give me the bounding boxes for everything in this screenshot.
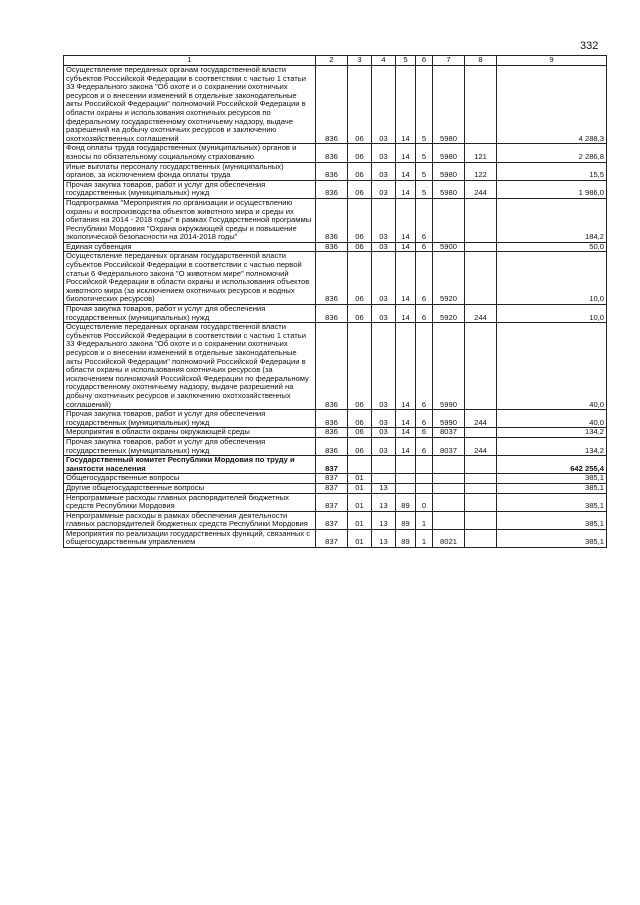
amount-cell: 10,0 [497, 305, 607, 323]
subsection-code-cell: 03 [372, 180, 396, 198]
page-number: 332 [580, 40, 599, 52]
row-name-cell: Прочая закупка товаров, работ и услуг для обеспечения государственных (муниципальных) нужд [64, 437, 316, 455]
subprogram-code-cell: 6 [416, 242, 433, 252]
amount-cell: 40,0 [497, 323, 607, 410]
expense-type-cell [465, 428, 497, 438]
program-code-cell: 14 [396, 305, 416, 323]
row-name-cell: Прочая закупка товаров, работ и услуг для обеспечения государственных (муниципальных) нужд [64, 410, 316, 428]
table-row [64, 180, 607, 198]
program-code-cell: 14 [396, 242, 416, 252]
table-row [64, 410, 607, 428]
subsection-code-cell: 13 [372, 483, 396, 493]
table-row [64, 198, 607, 242]
table-row [64, 144, 607, 162]
amount-cell: 385,1 [497, 493, 607, 511]
table-body [64, 66, 607, 548]
row-name-cell: Прочая закупка товаров, работ и услуг для обеспечения государственных (муниципальных) нужд [64, 180, 316, 198]
table-row [64, 483, 607, 493]
ministry-code-cell: 837 [316, 474, 348, 484]
target-code-cell: 5980 [433, 162, 465, 180]
header-cell: 7 [433, 56, 465, 66]
program-code-cell: 14 [396, 323, 416, 410]
target-code-cell [433, 493, 465, 511]
target-code-cell: 5990 [433, 410, 465, 428]
row-name-cell: Прочая закупка товаров, работ и услуг для обеспечения государственных (муниципальных) нужд [64, 305, 316, 323]
subsection-code-cell: 03 [372, 437, 396, 455]
subsection-code-cell: 03 [372, 144, 396, 162]
amount-cell: 385,1 [497, 483, 607, 493]
ministry-code-cell: 836 [316, 242, 348, 252]
program-code-cell [396, 483, 416, 493]
subsection-code-cell: 03 [372, 410, 396, 428]
ministry-code-cell: 836 [316, 66, 348, 144]
target-code-cell: 8037 [433, 428, 465, 438]
subsection-code-cell: 03 [372, 162, 396, 180]
target-code-cell: 5920 [433, 252, 465, 305]
program-code-cell: 14 [396, 66, 416, 144]
subsection-code-cell [372, 456, 396, 474]
row-name-cell: Осуществление переданных органам государственной власти субъектов Российской Федерации в соответствии с частью 1 статьи 33 Федерального закона "Об охоте и о сохранении охотничьих ресурсов и о внесении изменений в отдельные законодательные акты Российской Федерации" полномочий Российской Федерации в области охраны и использования охотничьих ресурсов (за исключением полномочий Российской Федерации по федеральному государственному охотничьему надзору, выдаче разрешений на добычу охотничьих ресурсов и заключению охотхозяйственных соглашений) [64, 323, 316, 410]
section-code-cell: 06 [348, 66, 372, 144]
subsection-code-cell: 13 [372, 511, 396, 529]
row-name-cell: Общегосударственные вопросы [64, 474, 316, 484]
row-name-cell: Другие общегосударственные вопросы [64, 483, 316, 493]
amount-cell: 385,1 [497, 529, 607, 547]
table-row [64, 252, 607, 305]
target-code-cell: 5980 [433, 66, 465, 144]
subprogram-code-cell: 5 [416, 144, 433, 162]
amount-cell: 385,1 [497, 511, 607, 529]
amount-cell: 134,2 [497, 437, 607, 455]
section-code-cell: 06 [348, 162, 372, 180]
header-cell: 3 [348, 56, 372, 66]
program-code-cell: 14 [396, 437, 416, 455]
row-name-cell: Государственный комитет Республики Мордовия по труду и занятости населения [64, 456, 316, 474]
expense-type-cell [465, 483, 497, 493]
section-code-cell: 01 [348, 483, 372, 493]
header-cell: 6 [416, 56, 433, 66]
row-name-cell: Мероприятия по реализации государственных функций, связанных с общегосударственным управлением [64, 529, 316, 547]
section-code-cell: 06 [348, 252, 372, 305]
header-cell: 8 [465, 56, 497, 66]
subprogram-code-cell: 6 [416, 323, 433, 410]
section-code-cell: 06 [348, 437, 372, 455]
target-code-cell [433, 511, 465, 529]
section-code-cell: 06 [348, 428, 372, 438]
section-code-cell [348, 456, 372, 474]
ministry-code-cell: 837 [316, 493, 348, 511]
table-row [64, 529, 607, 547]
target-code-cell [433, 474, 465, 484]
subprogram-code-cell: 6 [416, 437, 433, 455]
ministry-code-cell: 837 [316, 529, 348, 547]
subsection-code-cell: 03 [372, 242, 396, 252]
subsection-code-cell: 13 [372, 493, 396, 511]
header-cell: 9 [497, 56, 607, 66]
program-code-cell: 89 [396, 529, 416, 547]
row-name-cell: Осуществление переданных органам государственной власти субъектов Российской Федерации в соответствии с частью 1 статьи 33 Федерального закона "Об охоте и о сохранении охотничьих ресурсов и о внесении изменений в отдельные законодательные акты Российской Федерации" полномочий Российской Федерации в области охраны и использования охотничьих ресурсов по федеральному государственному охотничьему надзору, выдаче разрешений на добычу охотничьих ресурсов и заключению охотхозяйственных соглашений [64, 66, 316, 144]
target-code-cell: 5980 [433, 144, 465, 162]
program-code-cell: 14 [396, 180, 416, 198]
target-code-cell: 5990 [433, 323, 465, 410]
amount-cell: 2 286,8 [497, 144, 607, 162]
table-row [64, 323, 607, 410]
program-code-cell: 14 [396, 198, 416, 242]
section-code-cell: 06 [348, 305, 372, 323]
subprogram-code-cell: 6 [416, 305, 433, 323]
header-cell: 4 [372, 56, 396, 66]
target-code-cell: 5980 [433, 180, 465, 198]
section-code-cell: 01 [348, 511, 372, 529]
program-code-cell: 89 [396, 493, 416, 511]
row-name-cell: Непрограммные расходы главных распорядителей бюджетных средств Республики Мордовия [64, 493, 316, 511]
expense-type-cell [465, 66, 497, 144]
target-code-cell: 8037 [433, 437, 465, 455]
ministry-code-cell: 837 [316, 456, 348, 474]
expense-type-cell: 244 [465, 305, 497, 323]
table-row [64, 493, 607, 511]
subprogram-code-cell: 6 [416, 198, 433, 242]
table-row [64, 305, 607, 323]
target-code-cell: 5900 [433, 242, 465, 252]
ministry-code-cell: 837 [316, 511, 348, 529]
header-cell: 5 [396, 56, 416, 66]
header-row [64, 56, 607, 66]
ministry-code-cell: 836 [316, 180, 348, 198]
ministry-code-cell: 836 [316, 410, 348, 428]
expense-type-cell [465, 323, 497, 410]
expense-type-cell [465, 529, 497, 547]
program-code-cell: 89 [396, 511, 416, 529]
header-cell: 1 [64, 56, 316, 66]
subsection-code-cell: 03 [372, 428, 396, 438]
section-code-cell: 01 [348, 493, 372, 511]
program-code-cell: 14 [396, 410, 416, 428]
ministry-code-cell: 836 [316, 305, 348, 323]
subsection-code-cell: 03 [372, 323, 396, 410]
program-code-cell: 14 [396, 144, 416, 162]
amount-cell: 15,5 [497, 162, 607, 180]
target-code-cell [433, 198, 465, 242]
ministry-code-cell: 836 [316, 198, 348, 242]
subsection-code-cell: 03 [372, 66, 396, 144]
section-code-cell: 06 [348, 180, 372, 198]
ministry-code-cell: 837 [316, 483, 348, 493]
ministry-code-cell: 836 [316, 144, 348, 162]
subsection-code-cell: 03 [372, 198, 396, 242]
amount-cell: 184,2 [497, 198, 607, 242]
subsection-code-cell: 03 [372, 252, 396, 305]
ministry-code-cell: 836 [316, 323, 348, 410]
amount-cell: 1 986,0 [497, 180, 607, 198]
section-code-cell: 01 [348, 529, 372, 547]
table-row [64, 242, 607, 252]
table-row [64, 437, 607, 455]
table-row [64, 66, 607, 144]
expense-type-cell [465, 242, 497, 252]
subprogram-code-cell: 1 [416, 529, 433, 547]
expense-type-cell [465, 511, 497, 529]
subprogram-code-cell [416, 483, 433, 493]
table-row [64, 474, 607, 484]
expense-type-cell [465, 474, 497, 484]
budget-table [63, 55, 607, 548]
section-code-cell: 06 [348, 410, 372, 428]
program-code-cell: 14 [396, 428, 416, 438]
row-name-cell: Фонд оплаты труда государственных (муниципальных) органов и взносы по обязательному социальному страхованию [64, 144, 316, 162]
expense-type-cell: 121 [465, 144, 497, 162]
target-code-cell [433, 483, 465, 493]
amount-cell: 50,0 [497, 242, 607, 252]
table-row [64, 511, 607, 529]
subsection-code-cell: 13 [372, 529, 396, 547]
target-code-cell: 8021 [433, 529, 465, 547]
table-row [64, 428, 607, 438]
target-code-cell [433, 456, 465, 474]
subsection-code-cell [372, 474, 396, 484]
program-code-cell: 14 [396, 162, 416, 180]
row-name-cell: Подпрограмма "Мероприятия по организации и осуществлению охраны и воспроизводства объектов животного мира и среды их обитания на 2014 - 2018 годы" в рамках Государственной программы Республики Мордовия "Охрана окружающей среды и повышение экологической безопасности на 2014-2018 годы" [64, 198, 316, 242]
expense-type-cell: 244 [465, 180, 497, 198]
header-cell: 2 [316, 56, 348, 66]
subsection-code-cell: 03 [372, 305, 396, 323]
subprogram-code-cell: 0 [416, 493, 433, 511]
subprogram-code-cell: 5 [416, 180, 433, 198]
section-code-cell: 06 [348, 198, 372, 242]
subprogram-code-cell: 6 [416, 252, 433, 305]
ministry-code-cell: 836 [316, 437, 348, 455]
ministry-code-cell: 836 [316, 252, 348, 305]
expense-type-cell: 122 [465, 162, 497, 180]
section-code-cell: 06 [348, 242, 372, 252]
amount-cell: 385,1 [497, 474, 607, 484]
subprogram-code-cell: 1 [416, 511, 433, 529]
table-row [64, 456, 607, 474]
expense-type-cell [465, 252, 497, 305]
expense-type-cell: 244 [465, 437, 497, 455]
amount-cell: 134,2 [497, 428, 607, 438]
subprogram-code-cell [416, 474, 433, 484]
expense-type-cell [465, 456, 497, 474]
expense-type-cell [465, 198, 497, 242]
subprogram-code-cell [416, 456, 433, 474]
program-code-cell [396, 456, 416, 474]
amount-cell: 642 255,4 [497, 456, 607, 474]
ministry-code-cell: 836 [316, 162, 348, 180]
section-code-cell: 01 [348, 474, 372, 484]
expense-type-cell: 244 [465, 410, 497, 428]
subprogram-code-cell: 6 [416, 410, 433, 428]
subprogram-code-cell: 5 [416, 66, 433, 144]
table-row [64, 162, 607, 180]
amount-cell: 10,0 [497, 252, 607, 305]
subprogram-code-cell: 6 [416, 428, 433, 438]
row-name-cell: Мероприятия в области охраны окружающей среды [64, 428, 316, 438]
row-name-cell: Иные выплаты персоналу государственных (муниципальных) органов, за исключением фонда оплаты труда [64, 162, 316, 180]
amount-cell: 40,0 [497, 410, 607, 428]
target-code-cell: 5920 [433, 305, 465, 323]
amount-cell: 4 288,3 [497, 66, 607, 144]
subprogram-code-cell: 5 [416, 162, 433, 180]
row-name-cell: Осуществление переданных органам государственной власти субъектов Российской Федерации в соответствии с частью первой статьи 6 Федерального закона "О животном мире" полномочий Российской Федерации в области охраны и использования объектов животного мира (за исключением охотничьих ресурсов и водных биологических ресурсов) [64, 252, 316, 305]
ministry-code-cell: 836 [316, 428, 348, 438]
row-name-cell: Единая субвенция [64, 242, 316, 252]
program-code-cell [396, 474, 416, 484]
program-code-cell: 14 [396, 252, 416, 305]
section-code-cell: 06 [348, 323, 372, 410]
row-name-cell: Непрограммные расходы в рамках обеспечения деятельности главных распорядителей бюджетных средств Республики Мордовия [64, 511, 316, 529]
expense-type-cell [465, 493, 497, 511]
section-code-cell: 06 [348, 144, 372, 162]
